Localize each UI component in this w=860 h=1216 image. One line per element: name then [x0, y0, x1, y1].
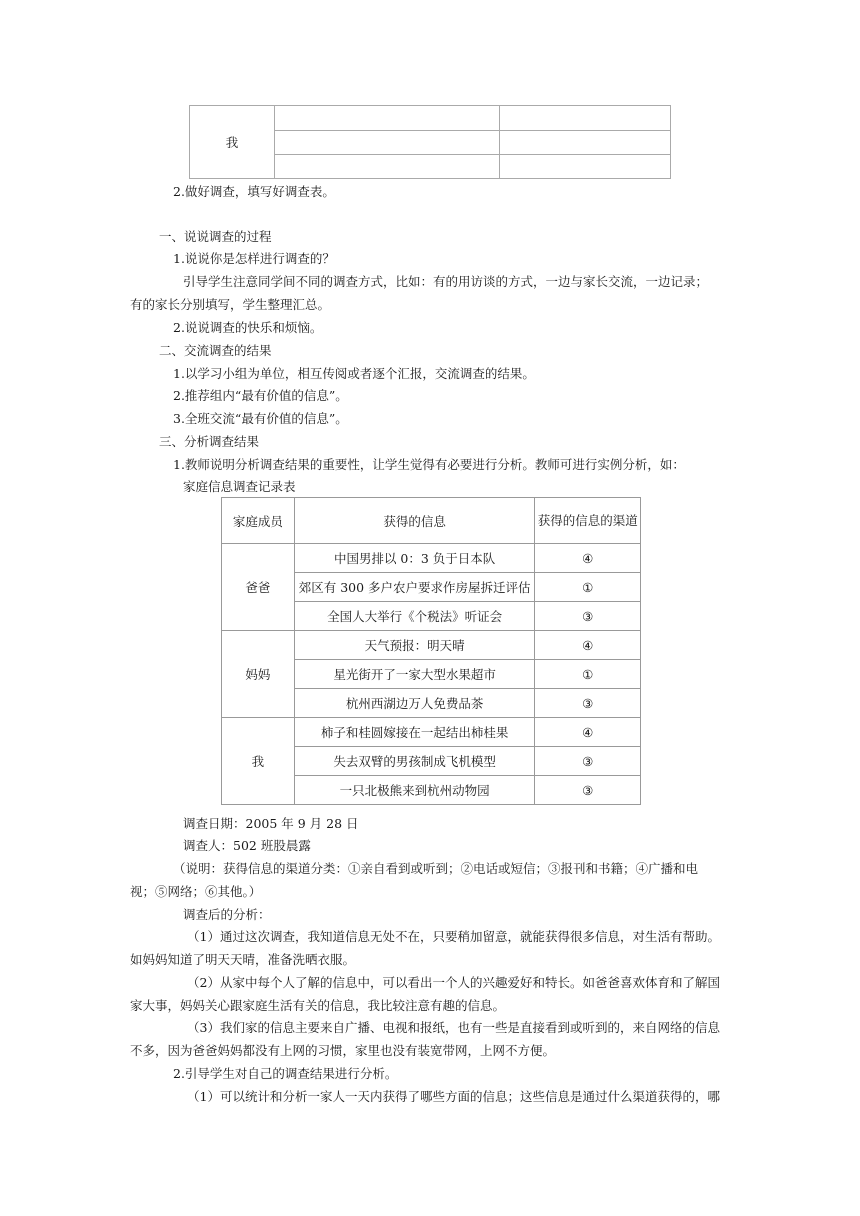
- body-text: 引导学生注意同学间不同的调查方式，比如：有的用访谈的方式，一边与家长交流，一边记录；: [183, 274, 709, 289]
- analysis-heading: 调查后的分析：: [183, 907, 271, 922]
- note-text: 视；⑤网络；⑥其他。）: [130, 884, 262, 899]
- header-cell: 获得的信息的渠道: [535, 498, 641, 544]
- channel-cell: ①: [535, 660, 641, 689]
- survey-date: 调查日期：2005 年 9 月 28 日: [183, 816, 359, 831]
- channel-cell: ③: [535, 747, 641, 776]
- step-line: 2.说说调查的快乐和烦恼。: [173, 320, 323, 335]
- channel-cell: ①: [535, 573, 641, 602]
- step-line: 2.推荐组内“最有价值的信息”。: [173, 388, 348, 403]
- step-line: 1.教师说明分析调查结果的重要性，让学生觉得有必要进行分析。教师可进行实例分析，如：: [173, 457, 685, 472]
- info-cell: 中国男排以 0：3 负于日本队: [294, 544, 535, 573]
- body-text: （2）从家中每个人了解的信息中，可以看出一个人的兴趣爱好和特长。如爸爸喜欢体育和了解国: [187, 975, 720, 990]
- body-text: （1）可以统计和分析一家人一天内获得了哪些方面的信息；这些信息是通过什么渠道获得的，哪: [187, 1089, 720, 1104]
- header-cell: 获得的信息: [294, 498, 535, 544]
- info-cell: 全国人大举行《个税法》听证会: [294, 602, 535, 631]
- header-cell: 家庭成员: [222, 498, 295, 544]
- table-caption: 家庭信息调查记录表: [183, 479, 296, 494]
- info-cell: 柿子和桂圆嫁接在一起结出柿桂果: [294, 718, 535, 747]
- member-cell: 妈妈: [222, 631, 295, 718]
- empty-cell: [500, 131, 671, 155]
- info-cell: 郊区有 300 多户农户要求作房屋拆迁评估: [294, 573, 535, 602]
- body-text: 不多，因为爸爸妈妈都没有上网的习惯，家里也没有装宽带网，上网不方便。: [130, 1043, 556, 1058]
- partial-survey-table: [189, 105, 671, 179]
- section-heading: 一、说说调查的过程: [159, 229, 272, 244]
- channel-cell: ③: [535, 602, 641, 631]
- channel-cell: ③: [535, 689, 641, 718]
- body-text: 家大事，妈妈关心跟家庭生活有关的信息，我比较注意有趣的信息。: [130, 998, 506, 1013]
- member-cell: 爸爸: [222, 544, 295, 631]
- channel-cell: ④: [535, 631, 641, 660]
- step-line: 2.引导学生对自己的调查结果进行分析。: [173, 1066, 398, 1081]
- step-line: 2.做好调查，填写好调查表。: [173, 184, 335, 199]
- channel-cell: ④: [535, 544, 641, 573]
- info-cell: 一只北极熊来到杭州动物园: [294, 776, 535, 805]
- empty-cell: [275, 106, 500, 131]
- family-info-record-table: [221, 497, 641, 805]
- empty-cell: [500, 106, 671, 131]
- step-line: 1.说说你是怎样进行调查的？: [173, 251, 335, 266]
- channel-cell: ④: [535, 718, 641, 747]
- section-heading: 二、交流调查的结果: [159, 343, 272, 358]
- info-cell: 杭州西湖边万人免费品茶: [294, 689, 535, 718]
- info-cell: 失去双臂的男孩制成飞机模型: [294, 747, 535, 776]
- info-cell: 星光街开了一家大型水果超市: [294, 660, 535, 689]
- member-cell: 我: [190, 106, 275, 179]
- empty-cell: [500, 155, 671, 179]
- body-text: 有的家长分别填写，学生整理汇总。: [130, 297, 331, 312]
- member-cell: 我: [222, 718, 295, 805]
- channel-cell: ③: [535, 776, 641, 805]
- body-text: （1）通过这次调查，我知道信息无处不在，只要稍加留意，就能获得很多信息，对生活有帮助。: [187, 929, 720, 944]
- section-heading: 三、分析调查结果: [159, 434, 260, 449]
- note-text: （说明：获得信息的渠道分类：①亲自看到或听到；②电话或短信；③报刊和书籍；④广播和电: [173, 861, 699, 876]
- empty-cell: [275, 131, 500, 155]
- step-line: 3.全班交流“最有价值的信息”。: [173, 411, 348, 426]
- body-text: 如妈妈知道了明天天晴，准备洗晒衣服。: [130, 952, 356, 967]
- empty-cell: [275, 155, 500, 179]
- surveyor: 调查人：502 班股晨露: [183, 838, 311, 853]
- info-cell: 天气预报：明天晴: [294, 631, 535, 660]
- step-line: 1.以学习小组为单位，相互传阅或者逐个汇报，交流调查的结果。: [173, 366, 535, 381]
- body-text: （3）我们家的信息主要来自广播、电视和报纸，也有一些是直接看到或听到的，来自网络的信息: [187, 1020, 720, 1035]
